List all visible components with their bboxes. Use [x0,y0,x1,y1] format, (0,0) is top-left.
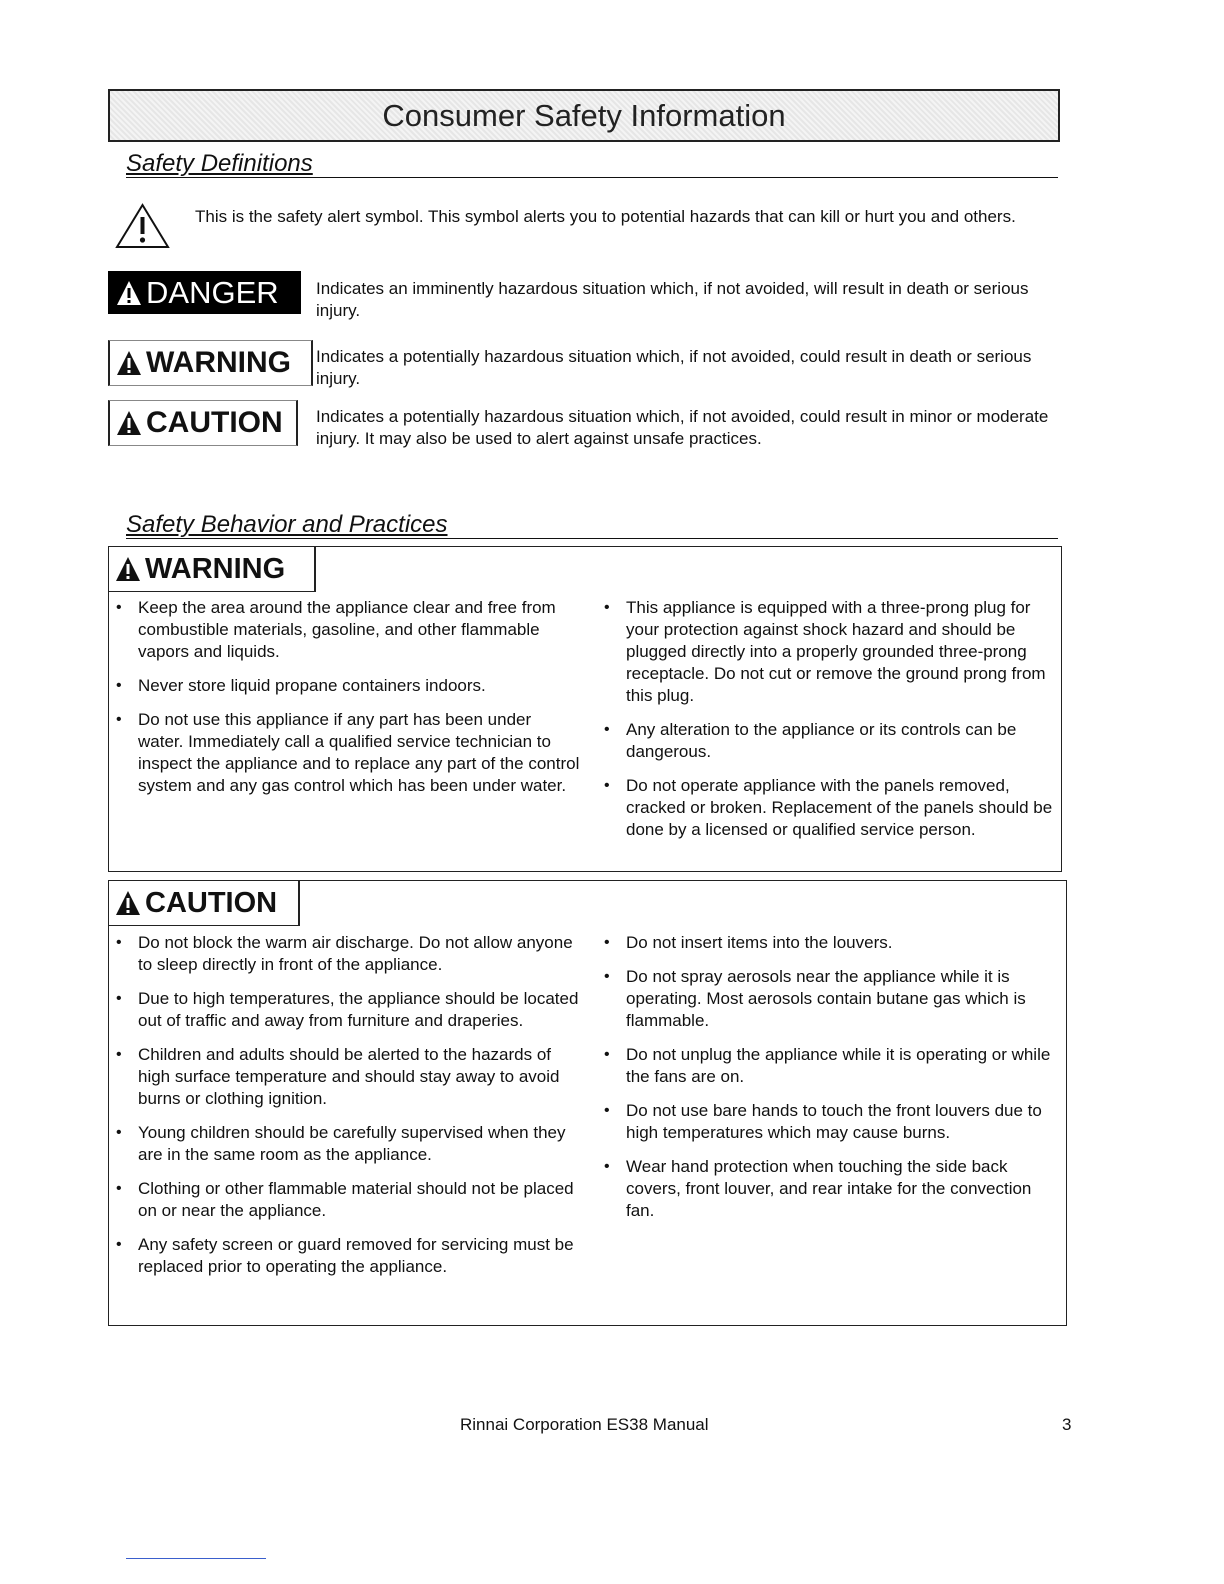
list-item: • Any safety screen or guard removed for servicing must be replaced prior to operating the appliance. [110,1234,580,1278]
caution-list-right [598,932,1063,1234]
list-item: • Clothing or other flammable material should not be placed on or near the appliance. [110,1178,580,1222]
page-number: 3 [1062,1415,1072,1434]
page-title: Consumer Safety Information [382,98,786,133]
warning-definition: Indicates a potentially hazardous situation which, if not avoided, could result in death or serious injury. [316,347,1032,388]
section-rule [126,538,1058,539]
list-item: • Wear hand protection when touching the side back covers, front louver, and rear intake for the convection fan. [598,1156,1063,1222]
section-rule [126,177,1058,178]
warning-list-right [598,597,1060,853]
caution-definition: Indicates a potentially hazardous situation which, if not avoided, could result in minor or moderate injury. It may also be used to alert against unsafe practices. [316,407,1049,448]
list-item: • Young children should be carefully supervised when they are in the same room as the appliance. [110,1122,580,1166]
list-item: • Children and adults should be alerted to the hazards of high surface temperature and should stay away to avoid burns or clothing ignition. [110,1044,580,1110]
caution-badge [108,400,298,446]
warning-box-label: WARNING [145,552,286,585]
list-item: • Keep the area around the appliance clear and free from combustible materials, gasoline, and other flammable vapors and liquids. [110,597,580,663]
list-item: • Any alteration to the appliance or its controls can be dangerous. [598,719,1060,763]
warning-triangle-icon [115,556,141,582]
list-item: • Do not use this appliance if any part has been under water. Immediately call a qualified service technician to inspect the appliance and to replace any part of the control system and any gas control which has been under water. [110,709,580,797]
list-item: • Do not insert items into the louvers. [598,932,1063,954]
warning-triangle-icon [116,280,142,306]
warning-triangle-icon [115,890,141,916]
page-banner [108,89,1060,142]
section-title-practices: Safety Behavior and Practices [126,511,448,538]
alert-symbol-description: This is the safety alert symbol. This symbol alerts you to potential hazards that can kill or hurt you and others. [195,207,1016,226]
list-item: • This appliance is equipped with a three-prong plug for your protection against shock hazard and should be plugged directly into a properly grounded three-prong receptacle. Do not cut or remove the ground prong from this plug. [598,597,1060,707]
caution-label: CAUTION [146,406,283,439]
list-item: • Do not unplug the appliance while it is operating or while the fans are on. [598,1044,1063,1088]
danger-badge [108,271,301,314]
safety-alert-symbol-icon [115,203,170,249]
caution-box-label: CAUTION [145,886,278,919]
section-title-definitions: Safety Definitions [126,150,313,177]
warning-triangle-icon [116,410,142,436]
list-item: • Do not operate appliance with the panels removed, cracked or broken. Replacement of the panels should be done by a licensed or qualified service person. [598,775,1060,841]
list-item: • Do not spray aerosols near the appliance while it is operating. Most aerosols contain butane gas which is flammable. [598,966,1063,1032]
warning-triangle-icon [116,350,142,376]
danger-definition: Indicates an imminently hazardous situation which, if not avoided, will result in death or serious injury. [316,279,1029,320]
warning-box-badge [108,546,316,592]
list-item: • Never store liquid propane containers indoors. [110,675,580,697]
warning-badge [108,340,313,386]
list-item: • Do not use bare hands to touch the front louvers due to high temperatures which may cause burns. [598,1100,1063,1144]
danger-label: DANGER [146,274,279,310]
scan-artifact-line [126,1558,266,1559]
warning-list-left [110,597,580,809]
caution-box-badge [108,880,300,926]
caution-list-left [110,932,580,1290]
list-item: • Due to high temperatures, the appliance should be located out of traffic and away from furniture and draperies. [110,988,580,1032]
list-item: • Do not block the warm air discharge. Do not allow anyone to sleep directly in front of the appliance. [110,932,580,976]
warning-label: WARNING [146,346,291,379]
footer-title: Rinnai Corporation ES38 Manual [460,1415,709,1434]
